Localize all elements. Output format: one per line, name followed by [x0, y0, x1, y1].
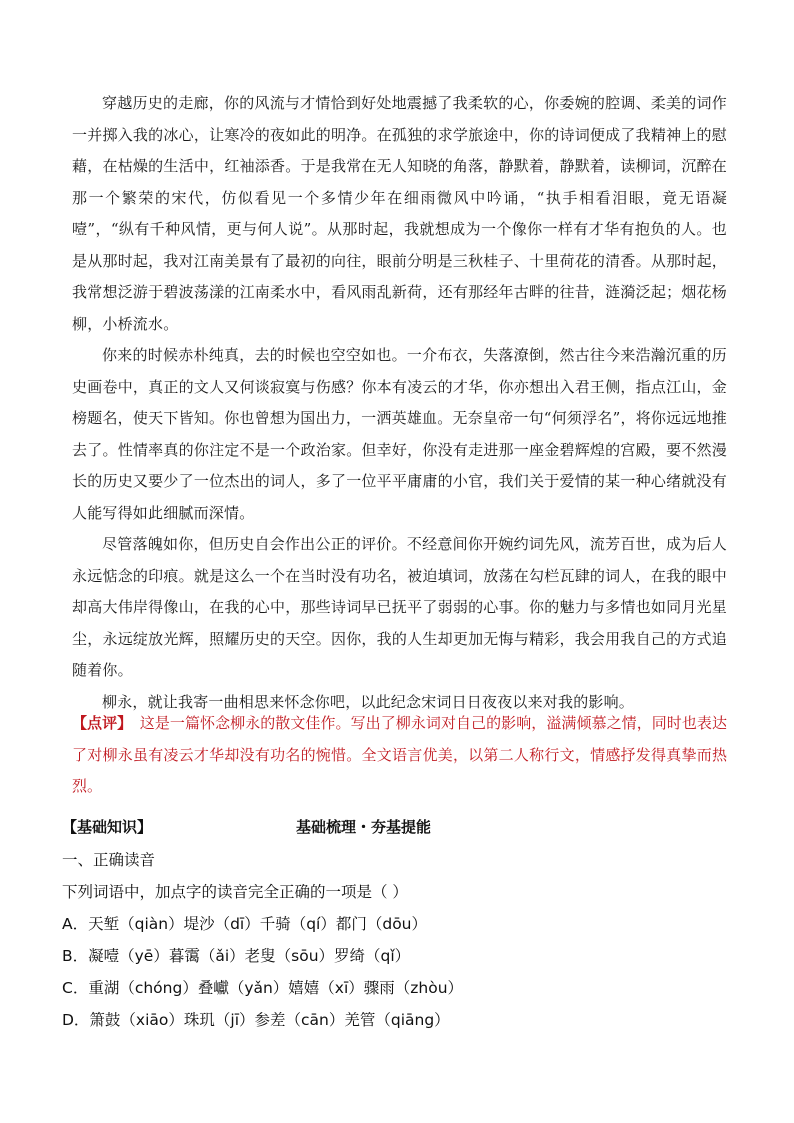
commentary-text: 这是一篇怀念柳永的散文佳作。写出了柳永词对自己的影响，溢满倾慕之情，同时也表达了对柳永虽有凌云才华却没有功名的惋惜。全文语言优美，以第二人称行文，情感抒发得真挚而热烈。 [72, 714, 727, 795]
option-a: A．天堑（qiàn）堤沙（dī）千骑（qí）都门（dōu） [62, 915, 428, 933]
section-title: 基础梳理・夯基提能 [296, 818, 432, 836]
commentary-tag: 【点评】 [72, 714, 125, 732]
commentary [72, 708, 727, 803]
option-d: D．箫鼓（xiāo）珠玑（jī）参差（cān）羌管（qiāng） [62, 1011, 450, 1029]
essay-paragraph: 你来的时候赤朴纯真，去的时候也空空如也。一介布衣，失落潦倒，然古往今来浩瀚沉重的历史画卷中，真正的文人又何谈寂寞与伤感？你本有凌云的才华，你亦想出入君王侧，指点江山，金榜题名，使天下皆知。你也曾想为国出力，一洒英雄血。无奈皇帝一句“何须浮名”，将你远远地推去了。性情率真的你注定不是一个政治家。但幸好，你没有走进那一座金碧辉煌的宫殿，要不然漫长的历史又要少了一位杰出的词人，多了一位平平庸庸的小官，我们关于爱情的某一种心绪就没有人能写得如此细腻而深情。 [72, 346, 727, 522]
section-header [62, 816, 732, 842]
section-label: 【基础知识】 [62, 818, 153, 836]
essay-body [72, 88, 727, 718]
exercise-heading: 一、正确读音 [62, 851, 156, 869]
essay-paragraph: 柳永，就让我寄一曲相思来怀念你吧，以此纪念宋词日日夜夜以来对我的影响。 [102, 692, 635, 711]
essay-paragraph: 穿越历史的走廊，你的风流与才情恰到好处地震撼了我柔软的心，你委婉的腔调、柔美的词作一并掷入我的冰心，让寒冷的夜如此的明净。在孤独的求学旅途中，你的诗词便成了我精神上的慰藉，在枯燥的生活中，红袖添香。于是我常在无人知晓的角落，静默着，静默着，读柳词，沉醉在那一个繁荣的宋代，仿似看见一个多情少年在细雨微风中吟诵，“执手相看泪眼，竟无语凝噎”，“纵有千种风情，更与何人说”。从那时起，我就想成为一个像你一样有才华有抱负的人。也是从那时起，我对江南美景有了最初的向往，眼前分明是三秋桂子、十里荷花的清香。从那时起，我常想泛游于碧波荡漾的江南柔水中，看风雨乱新荷，还有那经年古畔的往昔，涟漪泛起；烟花杨柳，小桥流水。 [72, 94, 727, 333]
option-b: B．凝噎（yē）暮霭（ǎi）老叟（sōu）罗绮（qǐ） [62, 947, 411, 965]
essay-paragraph: 尽管落魄如你，但历史自会作出公正的评价。不经意间你开婉约词先风，流芳百世，成为后人永远惦念的印痕。就是这么一个在当时没有功名，被迫填词，放荡在勾栏瓦肆的词人，在我的眼中却高大伟岸得像山，在我的心中，那些诗词早已抚平了弱弱的心事。你的魅力与多情也如同月光星尘，永远绽放光辉，照耀历史的天空。因你，我的人生却更加无悔与精彩，我会用我自己的方式追随着你。 [72, 535, 727, 679]
option-c: C．重湖（chóng）叠巘（yǎn）嬉嬉（xī）骤雨（zhòu） [62, 979, 464, 997]
exercise-question: 下列词语中，加点字的读音完全正确的一项是（ ） [62, 883, 408, 901]
